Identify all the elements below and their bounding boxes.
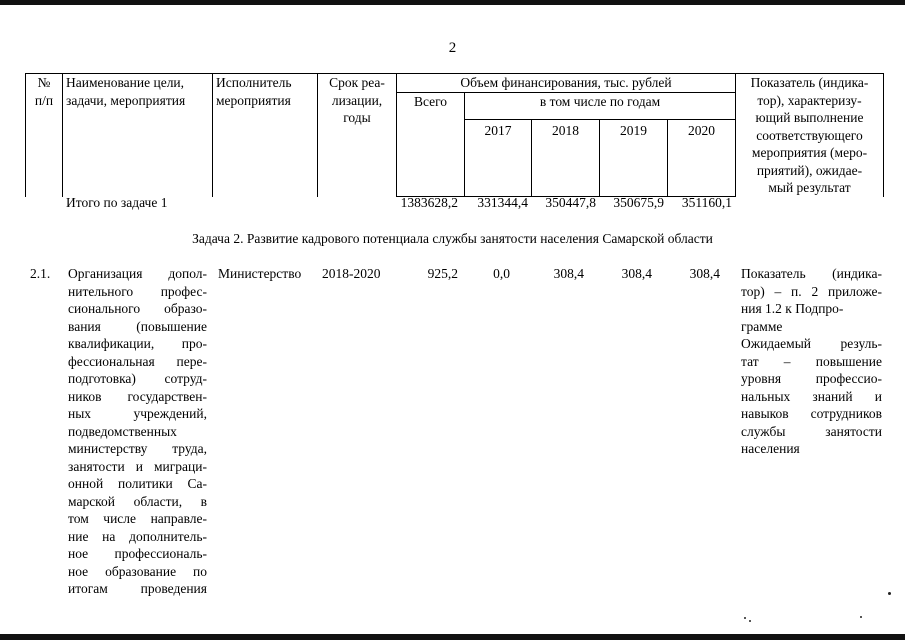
funding-table-header <box>25 73 884 197</box>
scan-speck <box>744 617 746 619</box>
row-2-1-2017: 0,0 <box>493 266 510 281</box>
row-2-1-num: 2.1. <box>30 266 51 281</box>
header-period: Срок реа- лизации, годы <box>318 74 397 197</box>
header-year-2017: 2017 <box>465 120 532 197</box>
row-2-1-2020: 308,4 <box>689 266 720 281</box>
header-num: № п/п <box>26 74 63 197</box>
header-executor: Исполнитель мероприятия <box>213 74 318 197</box>
total-row-2017: 331344,4 <box>477 195 528 210</box>
page-number: 2 <box>448 40 457 56</box>
row-2-1-indicator: Показатель (индика- тор) – п. 2 приложе- ния 1.2 к Подпро- грамме Ожидаемый резуль- тат – повышение уровня профессио- нальных знаний и навыков сотрудников службы занятости населения <box>741 266 882 456</box>
header-year-2020: 2020 <box>668 120 736 197</box>
header-total: Всего <box>397 93 465 197</box>
total-row-2020: 351160,1 <box>681 195 732 210</box>
row-2-1-period: 2018-2020 <box>322 266 381 281</box>
header-name: Наименование цели, задачи, мероприятия <box>63 74 213 197</box>
scan-speck <box>860 616 862 618</box>
total-row-total: 1383628,2 <box>400 195 458 210</box>
total-row-2019: 350675,9 <box>613 195 664 210</box>
row-2-1-total: 925,2 <box>427 266 458 281</box>
header-indicator: Показатель (индика- тор), характеризу- ющий выполнение соответствующего мероприятия (меро- приятий), ожидае- мый результат <box>736 74 884 197</box>
scan-speck <box>749 620 751 622</box>
row-2-1-2019: 308,4 <box>621 266 652 281</box>
total-row-label: Итого по задаче 1 <box>66 195 168 210</box>
header-year-2018: 2018 <box>532 120 600 197</box>
row-2-1-2018: 308,4 <box>553 266 584 281</box>
row-2-1-executor: Министерство <box>218 266 302 281</box>
bottom-border <box>0 634 905 640</box>
scan-speck <box>888 592 891 595</box>
row-2-1-name: Организация допол- нительного профес- сионального образо- вания (повышение квалификации, про- фессиональная пере- подготовка) сотруд- ников государствен- ных учреждений, подведомственных министерству труда, занятости и миграци- онной политики Са- марской области, в том числе направле- ние на дополнитель- ное профессиональ- ное образование по итогам проведения <box>68 266 207 596</box>
header-year-2019: 2019 <box>600 120 668 197</box>
total-row-2018: 350447,8 <box>545 195 596 210</box>
header-funding: Объем финансирования, тыс. рублей <box>397 74 736 93</box>
top-border <box>0 0 905 5</box>
header-by-years: в том числе по годам <box>465 93 736 120</box>
task2-heading: Задача 2. Развитие кадрового потенциала службы занятости населения Самарской области <box>192 231 713 246</box>
